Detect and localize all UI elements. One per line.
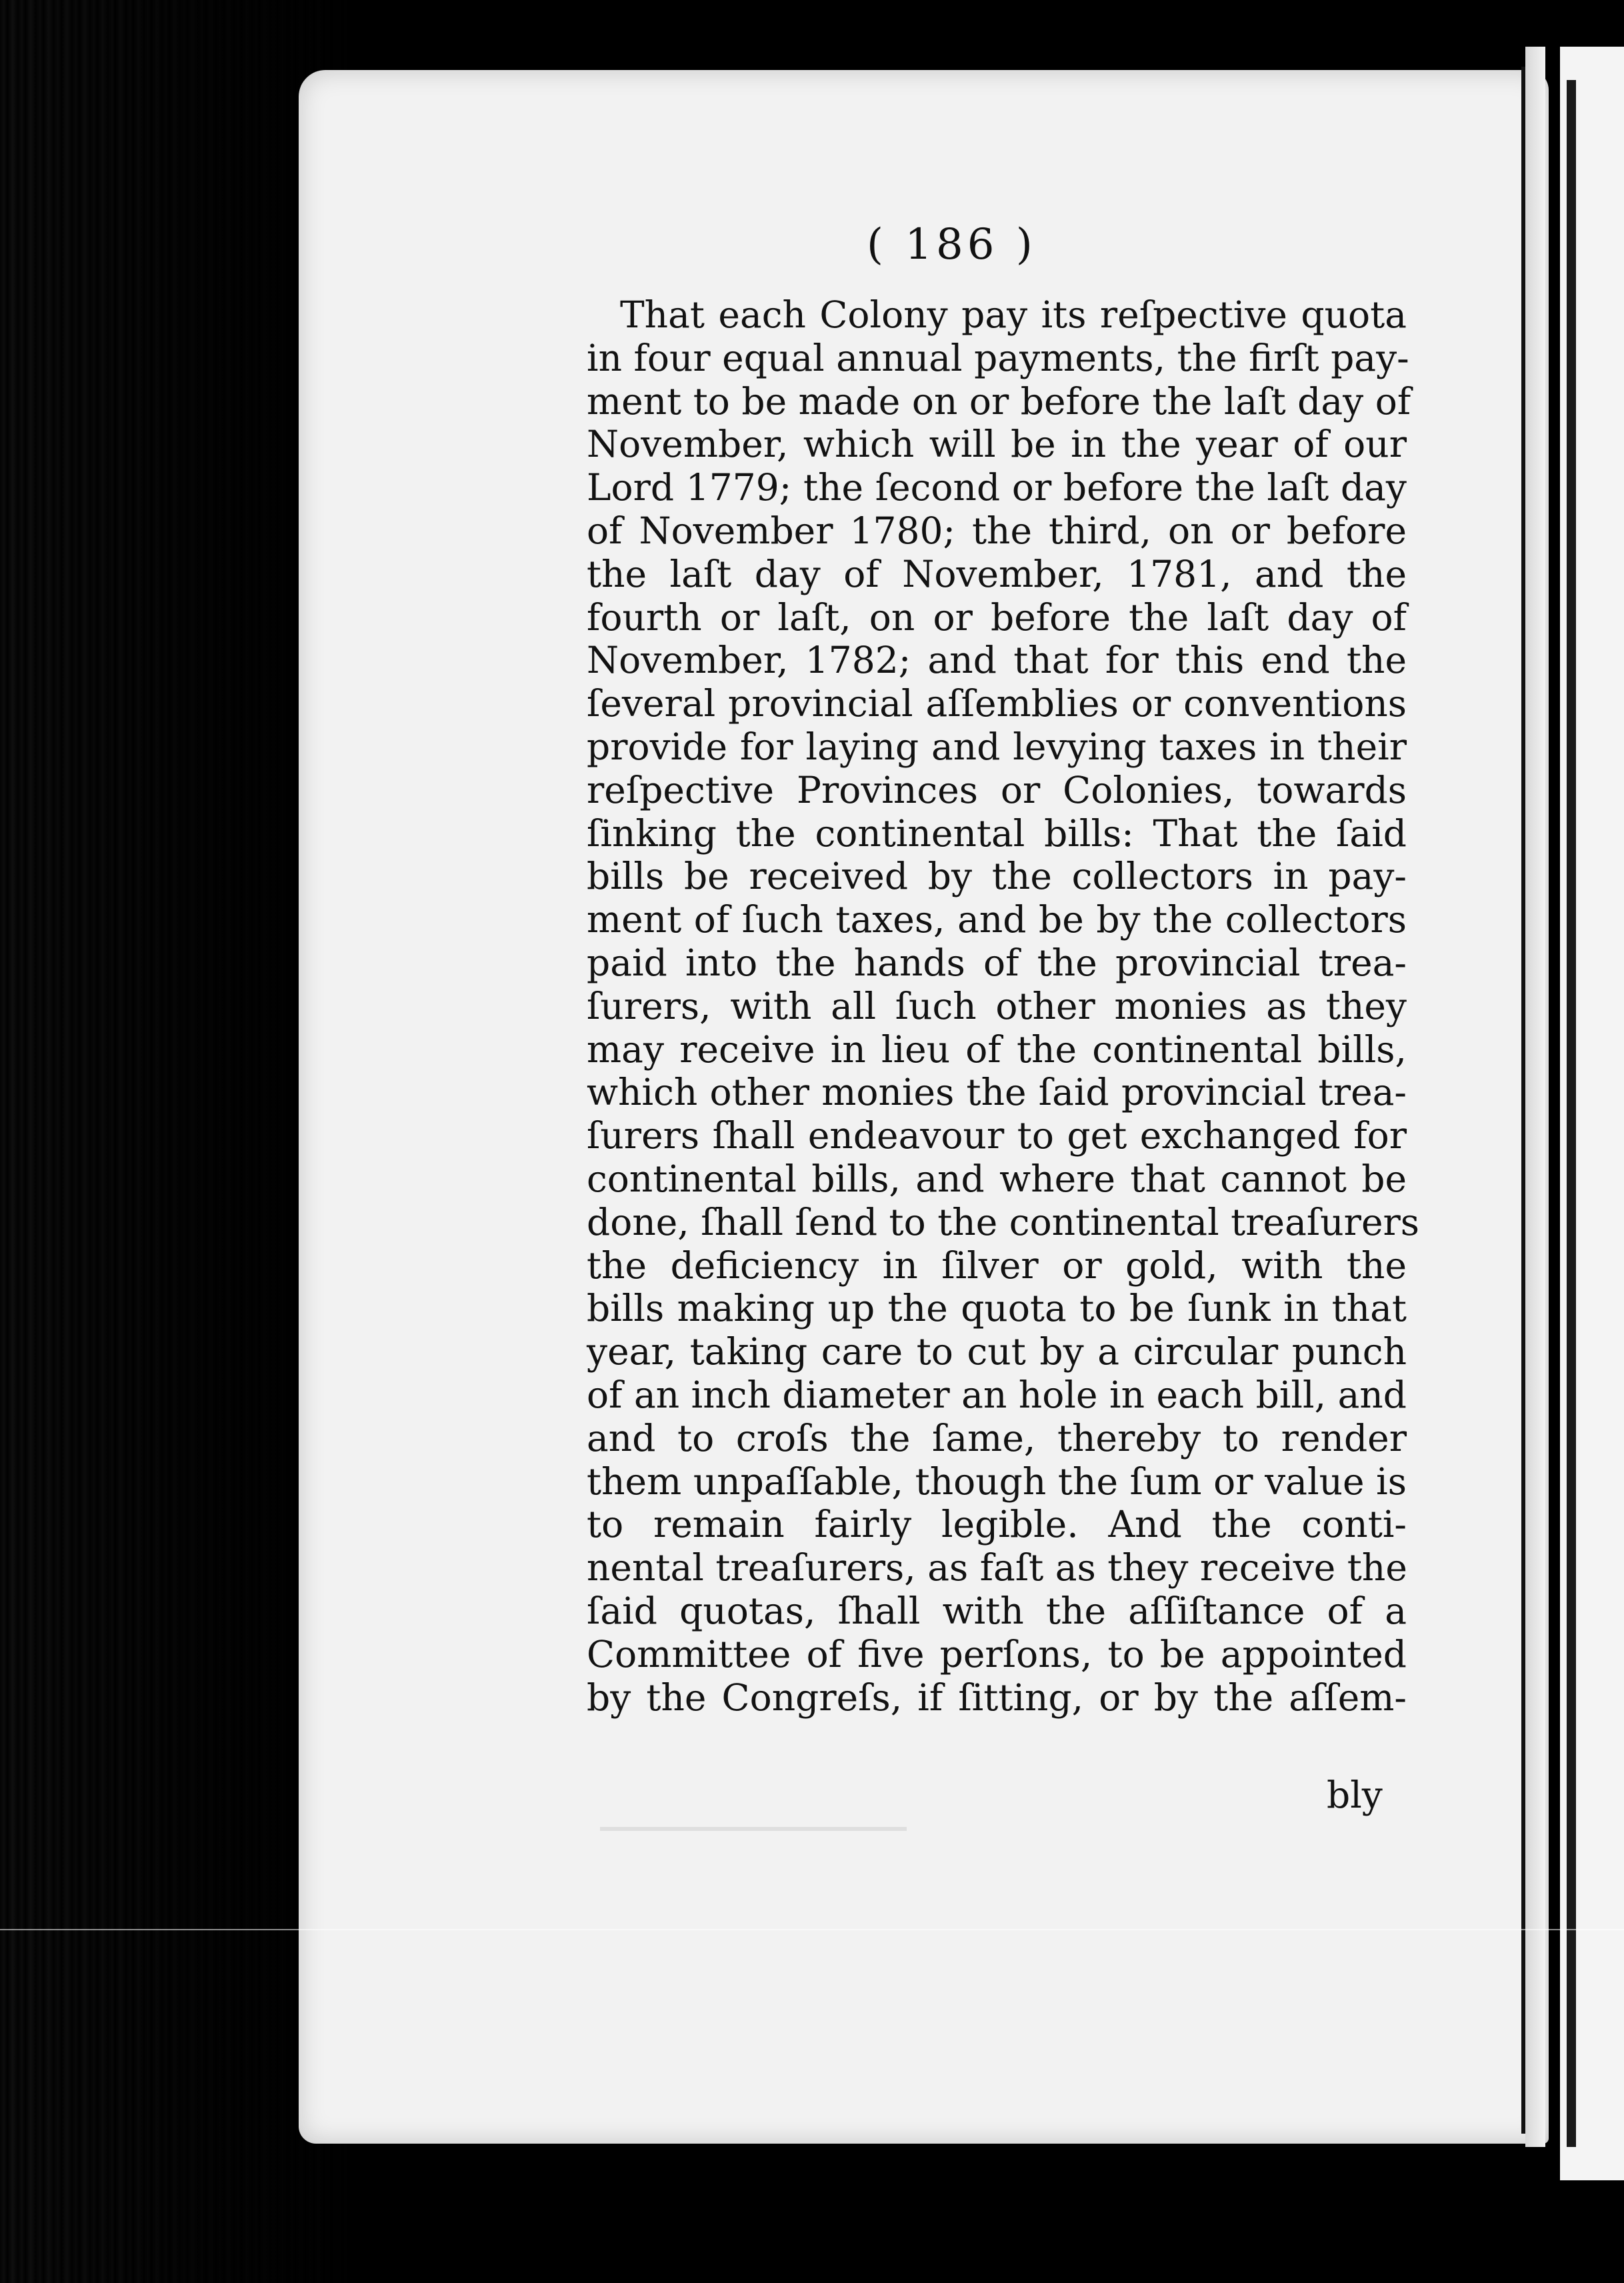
text-line: November, which will be in the year of our — [587, 423, 1407, 466]
text-line: fourth or laſt, on or before the laſt day of — [587, 595, 1407, 639]
text-line: ſinking the continental bills: That the ſaid — [587, 811, 1407, 855]
binding-shadow — [0, 0, 347, 2283]
text-line: year, taking care to cut by a circular punch — [587, 1330, 1407, 1374]
text-line: of November 1780; the third, on or before — [587, 509, 1407, 552]
text-line: ſurers ſhall endeavour to get exchanged for — [587, 1114, 1407, 1158]
text-line: ſeveral provincial aſſemblies or conventions — [587, 682, 1407, 725]
text-line: done, ſhall ſend to the continental treaſurers — [587, 1200, 1420, 1244]
text-line: the laſt day of November, 1781, and the — [587, 552, 1407, 595]
text-line: by the Congreſs, if ſitting, or by the aſſem- — [587, 1676, 1407, 1719]
text-line: bills making up the quota to be ſunk in that — [587, 1287, 1407, 1330]
text-line: Committee of five perſons, to be appointed — [587, 1632, 1407, 1676]
text-line: may receive in lieu of the continental bills, — [587, 1027, 1407, 1071]
text-line: bills be received by the collectors in pay- — [587, 855, 1407, 898]
text-line: the deficiency in ſilver or gold, with the — [587, 1244, 1407, 1287]
text-line: November, 1782; and that for this end the — [587, 639, 1407, 682]
page-gutter — [1521, 67, 1525, 2134]
text-line: Lord 1779; the ſecond or before the laſt day — [587, 466, 1407, 509]
scan-artifact-line — [0, 1929, 1624, 1930]
text-line: continental bills, and where that cannot be — [587, 1157, 1407, 1200]
text-line: which other monies the ſaid provincial trea- — [587, 1071, 1407, 1114]
text-line: ment of ſuch taxes, and be by the collectors — [587, 898, 1407, 941]
text-line: nental treaſurers, as faſt as they receive the — [587, 1546, 1407, 1590]
text-line: provide for laying and levying taxes in their — [587, 725, 1407, 768]
text-line: ſaid quotas, ſhall with the aſſiſtance of a — [587, 1589, 1407, 1632]
facing-page-gutter — [1567, 80, 1576, 2147]
text-line: in four equal annual payments, the firſt pay- — [587, 336, 1409, 379]
page-fold — [1525, 47, 1545, 2147]
text-line: reſpective Provinces or Colonies, towards — [587, 768, 1407, 811]
body-text — [587, 293, 1420, 1719]
text-line: them unpaſſable, though the ſum or value is — [587, 1460, 1407, 1503]
text-line: to remain fairly legible. And the conti- — [587, 1503, 1407, 1546]
text-line: ment to be made on or before the laſt day of — [587, 379, 1411, 423]
text-line: paid into the hands of the provincial trea- — [587, 941, 1407, 984]
text-line: of an inch diameter an hole in each bill, and — [587, 1373, 1407, 1416]
text-line: That each Colony pay its reſpective quota — [620, 293, 1407, 336]
catchword: bly — [1327, 1774, 1383, 1816]
show-through-mark — [600, 1827, 907, 1831]
text-line: and to croſs the ſame, thereby to render — [587, 1416, 1407, 1460]
text-line: ſurers, with all ſuch other monies as they — [587, 984, 1407, 1027]
page-number: ( 186 ) — [867, 220, 1037, 269]
